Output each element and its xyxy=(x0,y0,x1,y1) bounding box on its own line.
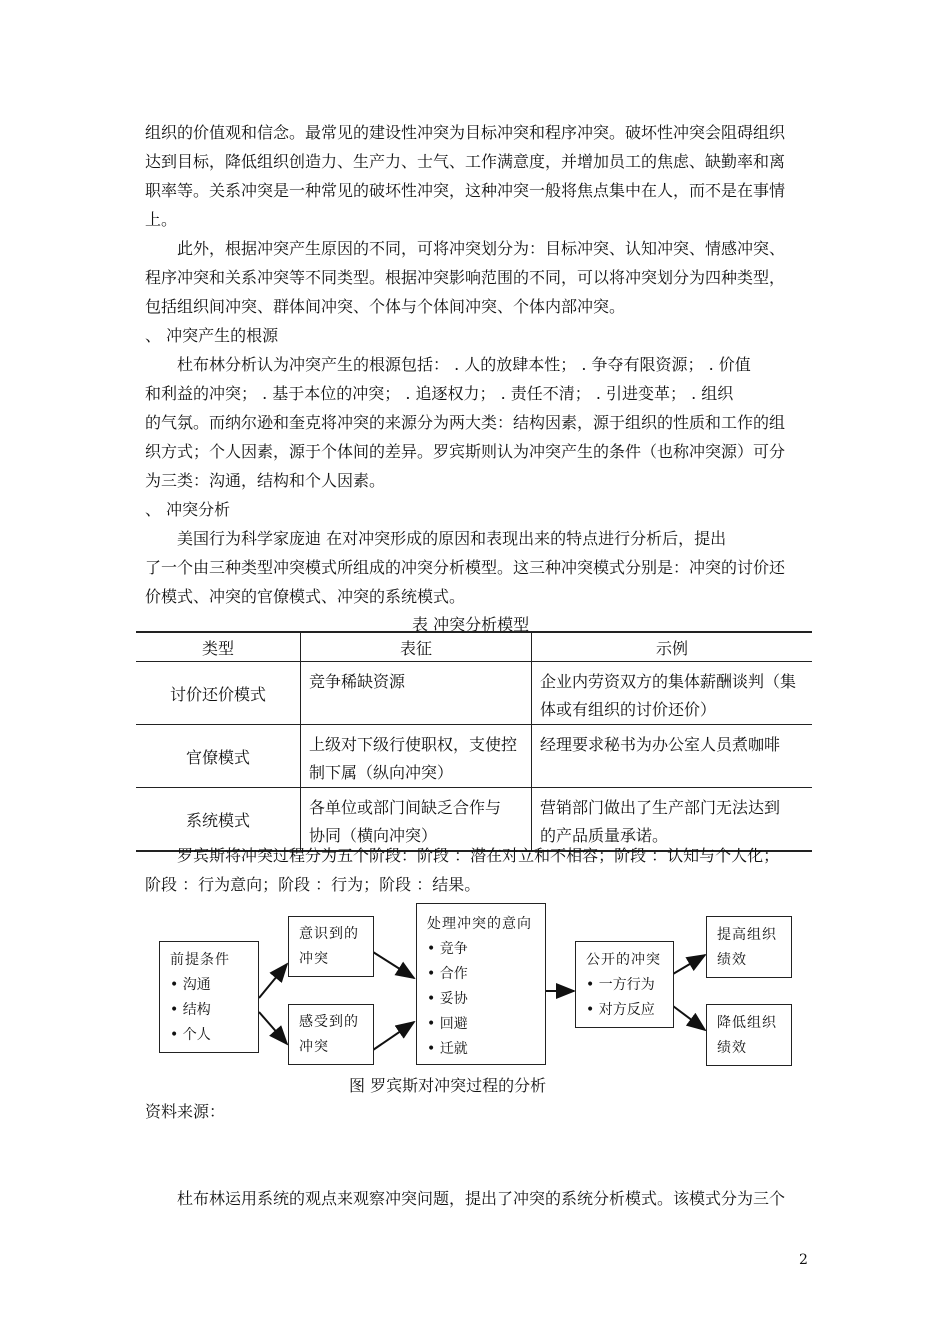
bullet-icon: • xyxy=(586,977,595,993)
overt-conflict-box xyxy=(575,941,674,1028)
premise-box xyxy=(159,941,259,1053)
cell-line: 上级对下级行使职权，支使控 xyxy=(309,735,518,754)
page-number: 2 xyxy=(799,1252,808,1268)
cell-line: 竞争稀缺资源 xyxy=(309,672,406,691)
improved-performance-box: 提高组织 绩效 xyxy=(706,916,792,978)
table-header-feature: 表征 xyxy=(301,632,532,662)
paragraph-line: 达到目标，降低组织创造力、生产力、士气、工作满意度，并增加员工的焦虑、缺勤率和离 xyxy=(145,152,786,171)
cell-line: 企业内劳资双方的集体薪酬谈判（集 xyxy=(540,672,797,691)
paragraph-line: 的气氛。而纳尔逊和奎克将冲突的来源分为两大类：结构因素，源于组织的性质和工作的组 xyxy=(145,413,786,432)
intentions-item: • 合作 xyxy=(427,966,468,982)
intentions-item: • 妥协 xyxy=(427,991,468,1007)
intentions-item: • 迁就 xyxy=(427,1041,468,1057)
table-cell-type: 讨价还价模式 xyxy=(136,662,301,725)
cell-line: 经理要求秘书为办公室人员煮咖啡 xyxy=(540,735,781,754)
paragraph-line: 职率等。关系冲突是一种常见的破坏性冲突，这种冲突一般将焦点集中在人，而不是在事情 xyxy=(145,181,786,200)
paragraph-line: 上。 xyxy=(145,210,178,229)
paragraph-line: 组织的价值观和信念。最常见的建设性冲突为目标冲突和程序冲突。破坏性冲突会阻碍组织 xyxy=(145,123,786,142)
section-heading: 、 冲突产生的根源 xyxy=(145,326,279,345)
arrow-felt-to-intentions xyxy=(373,1022,414,1050)
premise-item: • 结构 xyxy=(170,1002,211,1018)
paragraph-line: 价模式、冲突的官僚模式、冲突的系统模式。 xyxy=(145,587,466,606)
bullet-icon: • xyxy=(586,1002,595,1018)
figure-caption: 图 罗宾斯对冲突过程的分析 xyxy=(349,1076,547,1095)
bullet-icon: • xyxy=(427,991,436,1007)
cell-line: 体或有组织的讨价还价） xyxy=(540,700,717,719)
bullet-icon: • xyxy=(427,941,436,957)
paragraph-line: 杜布林分析认为冲突产生的根源包括： . 人的放肆本性； . 争夺有限资源； . 价值 xyxy=(177,355,751,374)
table-header-example: 示例 xyxy=(532,632,813,662)
table-cell-type: 官僚模式 xyxy=(136,725,301,788)
paragraph-line: 杜布林运用系统的观点来观察冲突问题，提出了冲突的系统分析模式。该模式分为三个 xyxy=(177,1189,786,1208)
arrow-perceived-to-intentions xyxy=(373,952,414,978)
paragraph-line: 织方式；个人因素，源于个体间的差异。罗宾斯则认为冲突产生的条件（也称冲突源）可分 xyxy=(145,442,786,461)
overt-item: • 一方行为 xyxy=(586,977,655,993)
perceived-conflict-box: 意识到的 冲突 xyxy=(288,916,374,977)
arrow-premise-to-perceived xyxy=(259,964,287,998)
paragraph-line: 此外，根据冲突产生原因的不同，可将冲突划分为：目标冲突、认知冲突、情感冲突、 xyxy=(177,239,786,258)
source-label: 资料来源： xyxy=(145,1102,226,1121)
bullet-icon: • xyxy=(427,966,436,982)
cell-line: 各单位或部门间缺乏合作与 xyxy=(309,798,502,817)
bullet-icon: • xyxy=(170,1027,179,1043)
paragraph-line: 为三类：沟通，结构和个人因素。 xyxy=(145,471,386,490)
overt-title: 公开的冲突 xyxy=(586,952,661,968)
bullet-icon: • xyxy=(427,1041,436,1057)
bullet-icon: • xyxy=(427,1016,436,1032)
premise-item: • 个人 xyxy=(170,1027,211,1043)
decreased-performance-box: 降低组织 绩效 xyxy=(706,1004,792,1066)
arrow-overt-to-improved xyxy=(673,955,705,974)
overt-item: • 对方反应 xyxy=(586,1002,655,1018)
bullet-icon: • xyxy=(170,977,179,993)
intentions-title: 处理冲突的意向 xyxy=(427,916,532,932)
paragraph-line: 了一个由三种类型冲突模式所组成的冲突分析模型。这三种冲突模式分别是：冲突的讨价还 xyxy=(145,558,786,577)
section-heading: 、 冲突分析 xyxy=(145,500,231,519)
intentions-item: • 竞争 xyxy=(427,941,468,957)
bullet-icon: • xyxy=(170,1002,179,1018)
paragraph-line: 包括组织间冲突、群体间冲突、个体与个体间冲突、个体内部冲突。 xyxy=(145,297,626,316)
arrow-premise-to-felt xyxy=(259,1012,287,1044)
paragraph-line: 罗宾斯将冲突过程分为五个阶段：阶段 ：潜在对立和不相容；阶段 ：认知与个人化； xyxy=(177,846,780,865)
paragraph-line: 阶段 ：行为意向；阶段 ：行为；阶段 ：结果。 xyxy=(145,875,481,894)
paragraph-line: 程序冲突和关系冲突等不同类型。根据冲突影响范围的不同，可以将冲突划分为四种类型， xyxy=(145,268,786,287)
paragraph-line: 和利益的冲突； . 基于本位的冲突； . 追逐权力； . 责任不清； . 引进变革； . 组织 xyxy=(145,384,734,403)
table-cell-type: 系统模式 xyxy=(136,788,301,852)
cell-line: 的产品质量承诺。 xyxy=(540,826,669,845)
intentions-item: • 回避 xyxy=(427,1016,468,1032)
cell-line: 协同（横向冲突） xyxy=(309,826,438,845)
cell-line: 营销部门做出了生产部门无法达到 xyxy=(540,798,781,817)
table-caption: 表 冲突分析模型 xyxy=(412,615,530,634)
table-header-type: 类型 xyxy=(136,632,301,662)
paragraph-line: 美国行为科学家庞迪 在对冲突形成的原因和表现出来的特点进行分析后，提出 xyxy=(177,529,727,548)
premise-title: 前提条件 xyxy=(170,952,230,968)
cell-line: 制下属（纵向冲突） xyxy=(309,763,454,782)
premise-item: • 沟通 xyxy=(170,977,211,993)
arrow-overt-to-decreased xyxy=(673,1006,705,1030)
intentions-box xyxy=(416,903,546,1065)
felt-conflict-box: 感受到的 冲突 xyxy=(288,1004,374,1065)
